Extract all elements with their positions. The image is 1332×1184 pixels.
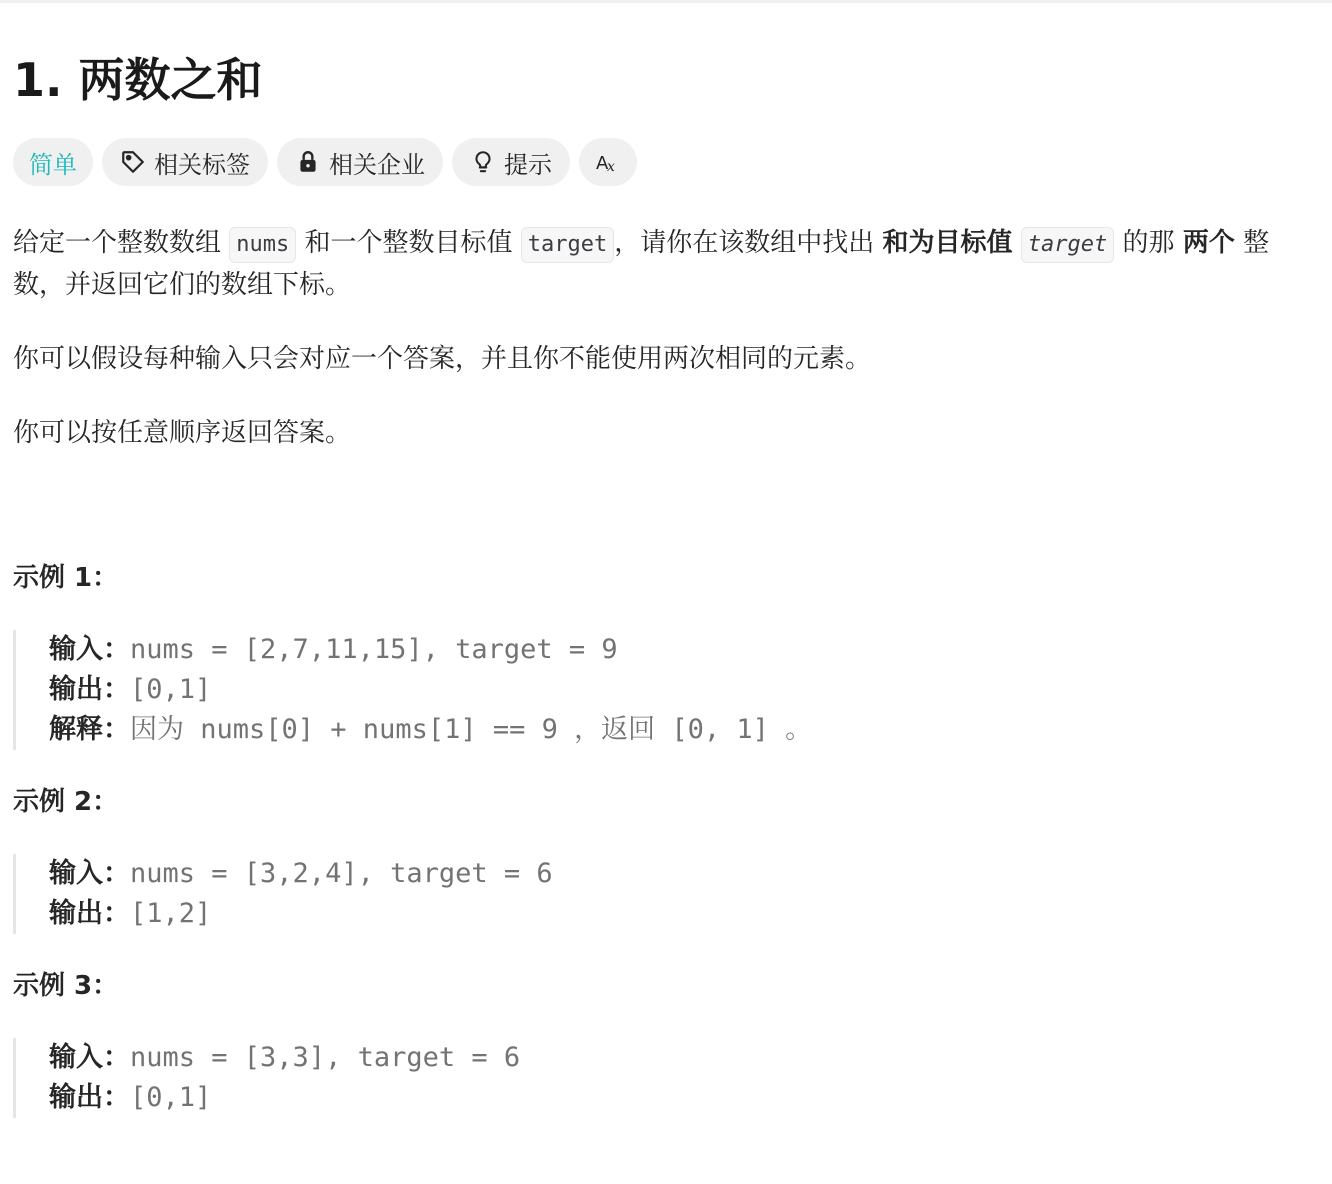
tag-bar [13, 138, 1313, 186]
output-value: [0,1] [130, 1082, 212, 1113]
input-label: 输入： [49, 858, 130, 889]
input-value: nums = [3,3], target = 6 [130, 1042, 521, 1073]
related-companies-button[interactable] [277, 138, 443, 186]
tag-icon [120, 149, 146, 175]
top-divider [0, 0, 1332, 3]
example-input-line [49, 1038, 1313, 1078]
translate-button[interactable] [579, 138, 637, 186]
translate-icon [595, 149, 621, 175]
problem-description [13, 50, 1313, 1118]
statement-paragraph-1 [13, 222, 1313, 306]
text-segment: 和一个整数目标值 [296, 228, 521, 258]
output-label: 输出： [49, 1082, 130, 1113]
problem-statement [13, 222, 1313, 454]
inline-code-target: target [521, 227, 614, 263]
example-output-line [49, 1078, 1313, 1118]
example-code-block [13, 1038, 1313, 1118]
example-title: 示例 1： [13, 563, 119, 593]
input-label: 输入： [49, 1042, 130, 1073]
related-tags-label: 相关标签 [154, 150, 250, 179]
output-label: 输出： [49, 898, 130, 929]
output-value: [1,2] [130, 898, 212, 929]
inline-code-nums: nums [229, 227, 296, 263]
output-value: [0,1] [130, 674, 212, 705]
text-segment: 的那 [1114, 228, 1183, 258]
hints-button[interactable] [452, 138, 570, 186]
example-3 [13, 968, 1313, 1118]
bold-text: 两个 [1182, 228, 1235, 258]
problem-title: 1. 两数之和 [13, 53, 263, 107]
lock-icon [295, 149, 321, 175]
example-output-line [49, 894, 1313, 934]
statement-paragraph-2: 你可以假设每种输入只会对应一个答案，并且你不能使用两次相同的元素。 [13, 344, 872, 374]
example-explain-line [49, 710, 1313, 750]
svg-text:A: A [596, 153, 609, 174]
related-tags-button[interactable] [102, 138, 268, 186]
inline-code-target-italic: target [1021, 227, 1114, 263]
explain-value: 因为 nums[0] + nums[1] == 9 ，返回 [0, 1] 。 [130, 714, 813, 745]
output-label: 输出： [49, 674, 130, 705]
text-segment: 整数，并返回它们的数组下标。 [13, 228, 1270, 300]
hints-label: 提示 [504, 150, 552, 179]
example-code-block [13, 854, 1313, 934]
difficulty-badge[interactable] [13, 138, 93, 186]
difficulty-label: 简单 [29, 150, 77, 179]
input-value: nums = [2,7,11,15], target = 9 [130, 634, 618, 665]
statement-paragraph-3: 你可以按任意顺序返回答案。 [13, 418, 352, 448]
example-output-line [49, 670, 1313, 710]
example-1 [13, 560, 1313, 750]
example-title: 示例 3： [13, 971, 119, 1001]
example-2 [13, 784, 1313, 934]
example-title: 示例 2： [13, 787, 119, 817]
lightbulb-icon [470, 149, 496, 175]
example-input-line [49, 630, 1313, 670]
svg-text:x: x [607, 159, 615, 175]
text-segment: 给定一个整数数组 [13, 228, 230, 258]
example-code-block [13, 630, 1313, 750]
text-segment: ，请你在该数组中找出 [614, 228, 883, 258]
related-companies-label: 相关企业 [329, 150, 425, 179]
example-input-line [49, 854, 1313, 894]
input-label: 输入： [49, 634, 130, 665]
input-value: nums = [3,2,4], target = 6 [130, 858, 553, 889]
explain-label: 解释： [49, 714, 130, 745]
bold-text: 和为目标值 [882, 228, 1013, 258]
